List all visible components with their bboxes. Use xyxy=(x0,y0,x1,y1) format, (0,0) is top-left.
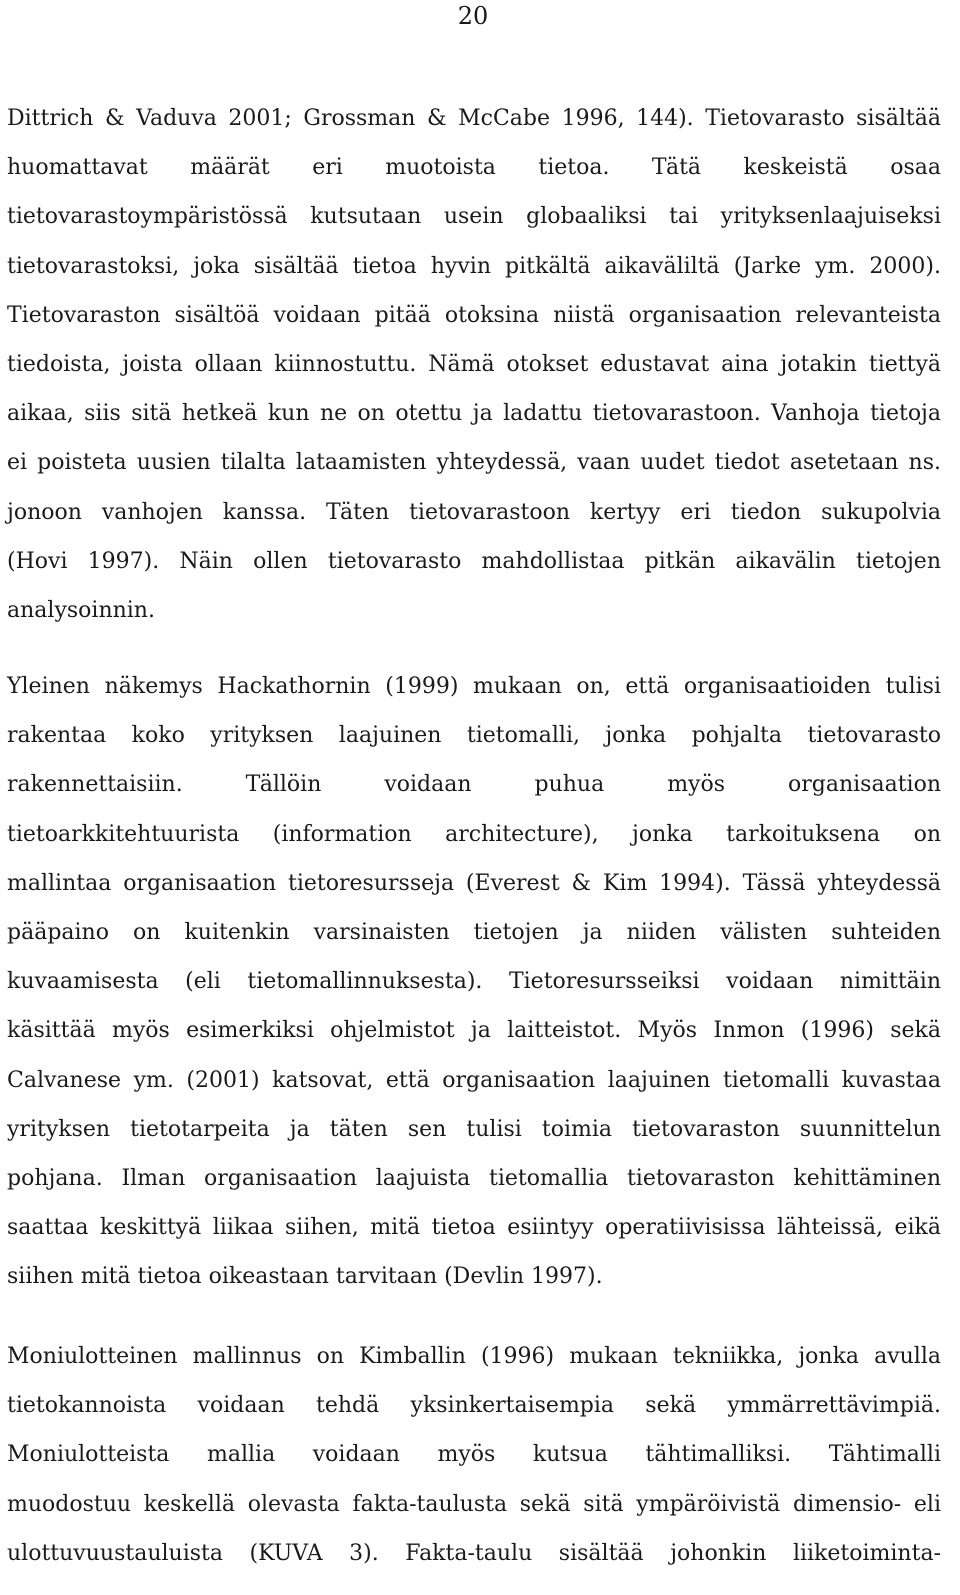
text-line: Tietovaraston sisältöä voidaan pitää otoksina niistä organisaation relevanteista xyxy=(7,302,941,328)
text-line: saattaa keskittyä liikaa siihen, mitä tietoa esiintyy operatiivisissa lähteissä, eikä xyxy=(7,1215,941,1241)
text-line: aikaa, siis sitä hetkeä kun ne on otettu ja ladattu tietovarastoon. Vanhoja tietoja xyxy=(7,401,941,427)
text-line: Yleinen näkemys Hackathornin (1999) mukaan on, että organisaatioiden tulisi xyxy=(7,674,941,699)
text-line: Dittrich & Vaduva 2001; Grossman & McCabe 1996, 144). Tietovarasto sisältää xyxy=(7,106,941,131)
paragraph-1 xyxy=(7,94,941,635)
text-line: pääpaino on kuitenkin varsinaisten tietojen ja niiden välisten suhteiden xyxy=(7,919,941,945)
text-line: (Hovi 1997). Näin ollen tietovarasto mahdollistaa pitkän aikavälin tietojen xyxy=(7,548,941,574)
text-line: tietovarastoksi, joka sisältää tietoa hyvin pitkältä aikaväliltä (Jarke ym. 2000). xyxy=(7,253,941,279)
text-line: tietovarastoympäristössä kutsutaan usein globaaliksi tai yrityksenlaajuiseksi xyxy=(7,204,941,230)
text-line: Moniulotteista mallia voidaan myös kutsua tähtimalliksi. Tähtimalli xyxy=(7,1442,941,1468)
text-line: käsittää myös esimerkiksi ohjelmistot ja laitteistot. Myös Inmon (1996) sekä xyxy=(7,1018,941,1044)
text-line: tietoarkkitehtuurista (information architecture), jonka tarkoituksena on xyxy=(7,821,941,847)
text-line: muodostuu keskellä olevasta fakta-taulusta sekä sitä ympäröivistä dimensio- eli xyxy=(7,1491,941,1517)
text-line: ulottuvuustauluista (KUVA 3). Fakta-taulu sisältää johonkin liiketoiminta- xyxy=(7,1540,941,1566)
text-line: tiedoista, joista ollaan kiinnostuttu. Nämä otokset edustavat aina jotakin tiettyä xyxy=(7,351,941,377)
text-line: siihen mitä tietoa oikeastaan tarvitaan (Devlin 1997). xyxy=(7,1264,603,1290)
text-line: rakentaa koko yrityksen laajuinen tietomalli, jonka pohjalta tietovarasto xyxy=(7,723,941,749)
text-line: tietokannoista voidaan tehdä yksinkertaisempia sekä ymmärrettävimpiä. xyxy=(7,1393,941,1419)
text-line: Moniulotteinen mallinnus on Kimballin (1996) mukaan tekniikka, jonka avulla xyxy=(7,1344,941,1369)
text-line: pohjana. Ilman organisaation laajuista tietomallia tietovaraston kehittäminen xyxy=(7,1165,941,1191)
text-line: ei poisteta uusien tilalta lataamisten yhteydessä, vaan uudet tiedot asetetaan ns. xyxy=(7,450,941,476)
paragraph-3 xyxy=(7,1332,941,1578)
text-line: kuvaamisesta (eli tietomallinnuksesta). Tietoresursseiksi voidaan nimittäin xyxy=(7,969,941,995)
text-line: yrityksen tietotarpeita ja täten sen tulisi toimia tietovaraston suunnittelun xyxy=(7,1116,941,1142)
text-line: rakennettaisiin. Tällöin voidaan puhua myös organisaation xyxy=(7,772,941,798)
text-line: Calvanese ym. (2001) katsovat, että organisaation laajuinen tietomalli kuvastaa xyxy=(7,1067,941,1093)
text-line: analysoinnin. xyxy=(7,597,155,623)
text-line: mallintaa organisaation tietoresursseja (Everest & Kim 1994). Tässä yhteydessä xyxy=(7,870,941,896)
paragraph-2 xyxy=(7,662,941,1301)
text-line: jonoon vanhojen kanssa. Täten tietovarastoon kertyy eri tiedon sukupolvia xyxy=(7,499,941,525)
text-line: huomattavat määrät eri muotoista tietoa. Tätä keskeistä osaa xyxy=(7,155,941,181)
page-number: 20 xyxy=(457,2,489,30)
